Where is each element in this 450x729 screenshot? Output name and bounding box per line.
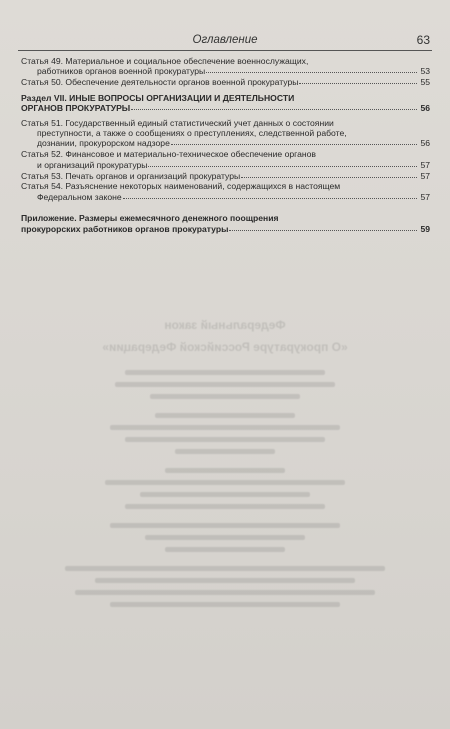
toc-appendix (21, 213, 430, 234)
ghost-title: Федеральный закон (164, 318, 286, 332)
dot-leader (206, 72, 417, 73)
toc-page-ref: 55 (420, 77, 430, 88)
toc-section-7 (21, 93, 430, 114)
dot-leader (171, 144, 417, 145)
dot-leader (229, 230, 417, 231)
toc-entry-article-52 (21, 149, 430, 170)
dot-leader (131, 109, 417, 110)
toc-entry-article-50 (21, 77, 430, 87)
table-of-contents (21, 56, 430, 235)
toc-page-ref: 56 (420, 103, 430, 114)
toc-appendix-text: прокурорских работников органов прокуратуры (21, 223, 229, 234)
dot-leader (123, 198, 417, 199)
page-number: 63 (416, 33, 430, 47)
toc-entry-text: Статья 50. Обеспечение деятельности органов военной прокуратуры (21, 77, 299, 88)
dot-leader (241, 177, 417, 178)
toc-entry-text: Статья 52. Финансовое и материально-техническое обеспечение органов (21, 149, 316, 160)
toc-entry-article-54 (21, 181, 430, 202)
toc-entry-text: Статья 53. Печать органов и организаций прокуратуры (21, 170, 241, 181)
toc-entry-article-49 (21, 56, 430, 77)
toc-entry-article-51 (21, 118, 430, 149)
toc-entry-text: и организаций прокуратуры (37, 159, 148, 170)
toc-entry-text: дознании, прокурорском надзоре (37, 138, 170, 149)
toc-entry-text: Статья 49. Материальное и социальное обеспечение военнослужащих, (21, 56, 309, 66)
toc-entry-text: Статья 54. Разъяснение некоторых наименований, содержащихся в настоящем (21, 181, 341, 192)
dot-leader (148, 166, 417, 167)
reverse-side-show-through (0, 310, 450, 640)
toc-section-text: ОРГАНОВ ПРОКУРАТУРЫ (21, 103, 131, 114)
toc-page-ref: 59 (420, 223, 430, 234)
toc-entry-text: работников органов военной прокуратуры (37, 66, 206, 77)
toc-appendix-text: Приложение. Размеры ежемесячного денежного поощрения (21, 213, 279, 224)
ghost-subtitle: «О прокуратуре Российской Федерации» (102, 340, 348, 354)
toc-page-ref: 57 (420, 191, 430, 202)
toc-page-ref: 56 (420, 138, 430, 149)
dot-leader (299, 83, 417, 84)
header-rule (18, 50, 432, 51)
toc-entry-text: преступности, а также о сообщениях о преступлениях, следственной работе, (37, 127, 347, 138)
toc-page-ref: 53 (420, 66, 430, 77)
toc-entry-text: Федеральном законе (37, 191, 122, 202)
toc-entry-text: Статья 51. Государственный единый статистический учет данных о состоянии (21, 117, 334, 128)
page-header (18, 30, 432, 50)
toc-page-ref: 57 (420, 159, 430, 170)
running-title: Оглавление (192, 34, 258, 46)
toc-page-ref: 57 (420, 170, 430, 181)
toc-section-text: Раздел VII. ИНЫЕ ВОПРОСЫ ОРГАНИЗАЦИИ И ДЕЯТЕЛЬНОСТИ (21, 92, 295, 103)
toc-entry-article-53 (21, 171, 430, 181)
